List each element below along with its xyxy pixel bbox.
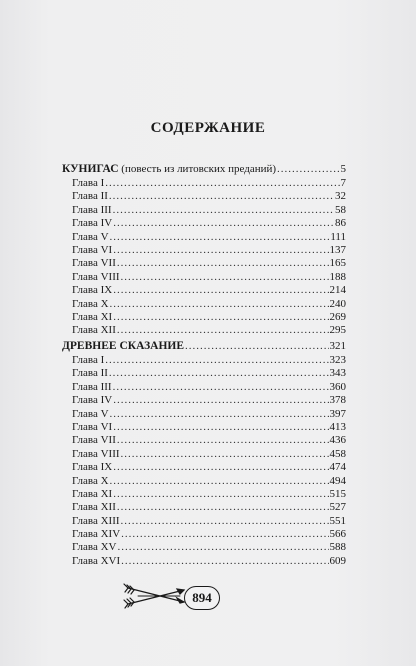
dot-leader xyxy=(113,244,328,257)
toc-entry[interactable] xyxy=(62,501,346,514)
toc-entry[interactable] xyxy=(62,408,346,421)
toc-entry[interactable] xyxy=(62,257,346,270)
dot-leader xyxy=(117,434,329,447)
chapter-page-number: 165 xyxy=(329,257,346,270)
toc-entry[interactable] xyxy=(62,354,346,367)
chapter-label: Глава VI xyxy=(72,243,113,256)
chapter-label: Глава V xyxy=(72,407,109,420)
dot-leader xyxy=(109,367,329,380)
dot-leader xyxy=(110,475,329,488)
chapter-page-number: 494 xyxy=(329,474,346,487)
dot-leader xyxy=(185,338,328,354)
chapter-page-number: 269 xyxy=(329,310,346,323)
chapter-page-number: 360 xyxy=(329,380,346,393)
chapter-label: Глава IX xyxy=(72,284,113,297)
chapter-page-number: 551 xyxy=(329,514,346,527)
dot-leader xyxy=(117,501,329,514)
dot-leader xyxy=(105,177,339,190)
chapter-page-number: 323 xyxy=(329,354,346,366)
chapter-page-number: 397 xyxy=(329,407,346,420)
page-number: 894 xyxy=(184,586,220,610)
chapter-page-number: 86 xyxy=(335,217,346,230)
dot-leader xyxy=(113,204,334,217)
toc-entry[interactable] xyxy=(62,177,346,190)
toc-entry[interactable] xyxy=(62,421,346,434)
toc-entry[interactable] xyxy=(62,217,346,230)
section-title: ДРЕВНЕЕ СКАЗАНИЕ xyxy=(62,340,185,352)
chapter-page-number: 295 xyxy=(329,324,346,337)
chapter-page-number: 413 xyxy=(329,420,346,433)
toc-entry[interactable] xyxy=(62,244,346,257)
chapter-page-number: 378 xyxy=(329,394,346,407)
dot-leader xyxy=(117,541,328,554)
chapter-page-number: 609 xyxy=(329,554,346,567)
toc-entry[interactable] xyxy=(62,204,346,217)
dot-leader xyxy=(117,257,329,270)
chapter-label: Глава XI xyxy=(72,310,113,323)
dot-leader xyxy=(113,421,328,434)
toc-entry[interactable] xyxy=(62,298,346,311)
chapter-page-number: 7 xyxy=(340,177,346,189)
toc-entry[interactable] xyxy=(62,394,346,407)
chapter-label: Глава III xyxy=(72,380,112,393)
toc-entry[interactable] xyxy=(62,284,346,297)
dot-leader xyxy=(117,324,329,337)
dot-leader xyxy=(113,488,328,501)
chapter-label: Глава IV xyxy=(72,394,113,407)
toc-entry[interactable] xyxy=(62,515,346,528)
section-page-number: 5 xyxy=(340,163,346,175)
toc-entry[interactable] xyxy=(62,311,346,324)
section-title: КУНИГАС xyxy=(62,163,119,175)
chapter-label: Глава II xyxy=(72,367,108,380)
chapter-label: Глава XII xyxy=(72,324,116,337)
dot-leader xyxy=(113,394,328,407)
chapter-page-number: 214 xyxy=(329,284,346,297)
toc-entry[interactable] xyxy=(62,324,346,337)
dot-leader xyxy=(105,354,328,367)
chapter-page-number: 343 xyxy=(329,367,346,380)
dot-leader xyxy=(113,461,328,474)
chapter-label: Глава XI xyxy=(72,487,113,500)
dot-leader xyxy=(110,231,330,244)
section-page-number: 321 xyxy=(329,340,346,352)
chapter-label: Глава I xyxy=(72,354,105,366)
chapter-label: Глава XV xyxy=(72,541,117,554)
toc-section-heading[interactable] xyxy=(62,338,346,354)
chapter-page-number: 32 xyxy=(335,190,346,203)
chapter-page-number: 515 xyxy=(329,487,346,500)
dot-leader xyxy=(121,448,329,461)
chapter-page-number: 111 xyxy=(330,230,346,243)
chapter-label: Глава IX xyxy=(72,461,113,474)
toc-section-kunigas xyxy=(62,161,346,338)
toc-section-drevnee-skazanie xyxy=(62,338,346,568)
chapter-page-number: 240 xyxy=(329,297,346,310)
toc-entry[interactable] xyxy=(62,367,346,380)
dot-leader xyxy=(110,298,329,311)
chapter-label: Глава X xyxy=(72,297,109,310)
section-subtitle: (повесть из литовских преданий) xyxy=(118,163,277,175)
dot-leader xyxy=(113,217,334,230)
chapter-label: Глава IV xyxy=(72,217,113,230)
chapter-page-number: 137 xyxy=(329,243,346,256)
chapter-label: Глава VII xyxy=(72,257,116,270)
chapter-page-number: 188 xyxy=(329,270,346,283)
chapter-label: Глава VIII xyxy=(72,270,120,283)
chapter-label: Глава X xyxy=(72,474,109,487)
toc-section-heading[interactable] xyxy=(62,161,346,177)
chapter-page-number: 436 xyxy=(329,434,346,447)
chapter-label: Глава V xyxy=(72,230,109,243)
chapter-label: Глава VIII xyxy=(72,447,120,460)
dot-leader xyxy=(121,555,328,568)
toc-entry[interactable] xyxy=(62,461,346,474)
chapter-label: Глава III xyxy=(72,203,112,216)
page-title: СОДЕРЖАНИЕ xyxy=(150,120,266,136)
toc-entry[interactable] xyxy=(62,541,346,554)
chapter-page-number: 588 xyxy=(329,541,346,554)
chapter-page-number: 527 xyxy=(329,501,346,514)
chapter-label: Глава VII xyxy=(72,434,116,447)
toc-entry[interactable] xyxy=(62,231,346,244)
chapter-label: Глава II xyxy=(72,190,108,203)
dot-leader xyxy=(277,161,339,177)
chapter-page-number: 458 xyxy=(329,447,346,460)
dot-leader xyxy=(113,381,329,394)
chapter-label: Глава I xyxy=(72,177,105,189)
dot-leader xyxy=(121,528,328,541)
toc-entry[interactable] xyxy=(62,555,346,568)
dot-leader xyxy=(121,515,329,528)
dot-leader xyxy=(113,284,328,297)
toc-entry[interactable] xyxy=(62,488,346,501)
chapter-page-number: 566 xyxy=(329,528,346,541)
chapter-page-number: 58 xyxy=(335,203,346,216)
toc-entry[interactable] xyxy=(62,448,346,461)
chapter-page-number: 474 xyxy=(329,461,346,474)
chapter-label: Глава XIII xyxy=(72,514,120,527)
chapter-label: Глава XVI xyxy=(72,554,121,567)
toc-entry[interactable] xyxy=(62,271,346,284)
chapter-label: Глава XII xyxy=(72,501,116,514)
chapter-label: Глава VI xyxy=(72,420,113,433)
toc-entry[interactable] xyxy=(62,528,346,541)
dot-leader xyxy=(113,311,328,324)
dot-leader xyxy=(110,408,329,421)
toc-entry[interactable] xyxy=(62,475,346,488)
dot-leader xyxy=(121,271,329,284)
toc-entry[interactable] xyxy=(62,381,346,394)
chapter-label: Глава XIV xyxy=(72,528,121,541)
toc-entry[interactable] xyxy=(62,190,346,203)
toc-entry[interactable] xyxy=(62,434,346,447)
dot-leader xyxy=(109,190,334,203)
